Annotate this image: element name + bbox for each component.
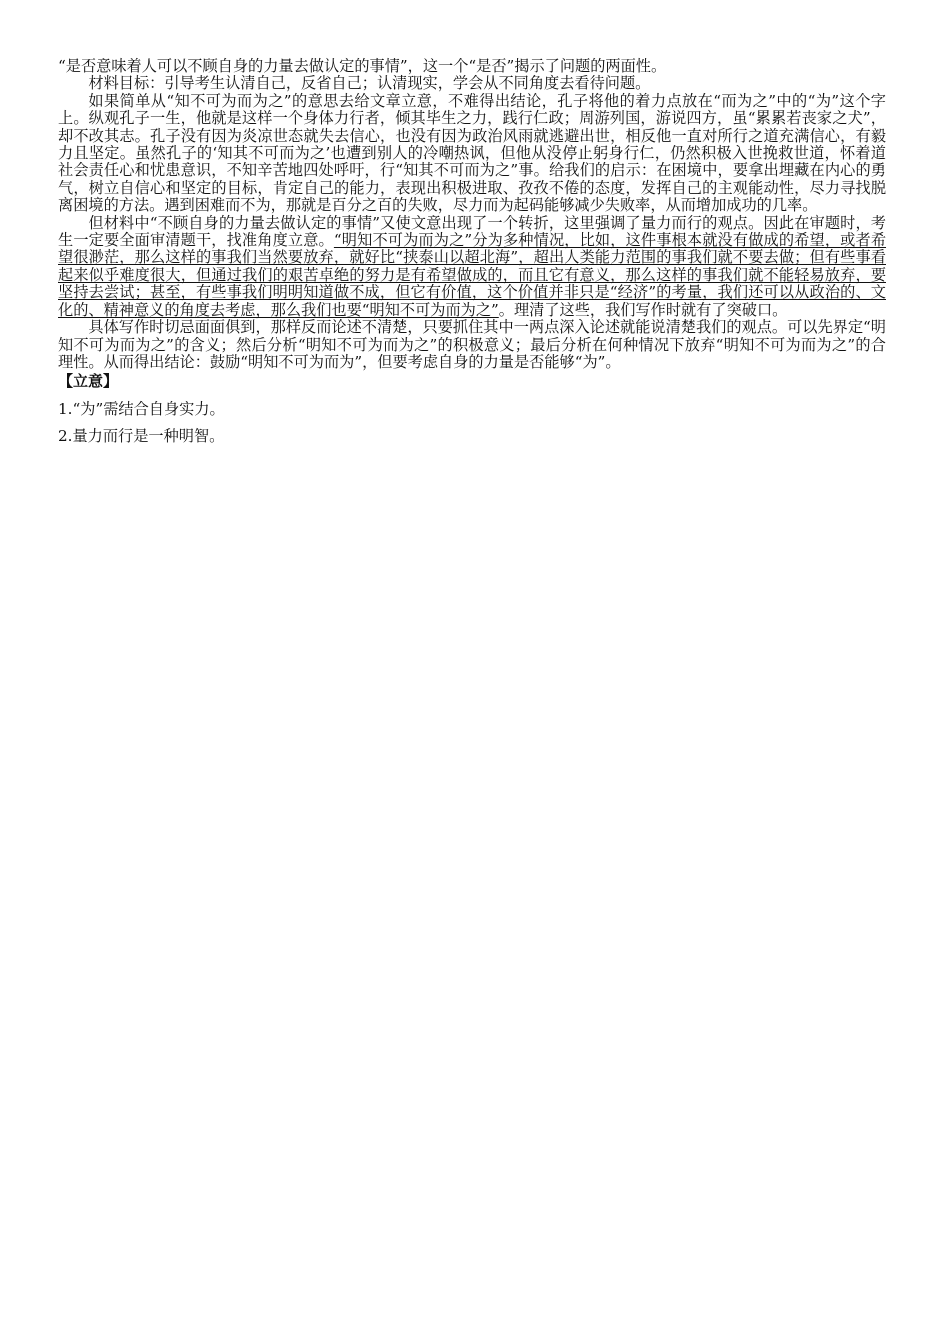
paragraph-intro-continuation: “是否意味着人可以不顾自身的力量去做认定的事情”，这一个“是否”揭示了问题的两面性。 (58, 57, 667, 75)
turning-point-text: 但材料中“不顾自身的力量去做认定的事情”又使文意出现了一个转折，这里强调了量力而行的观点。因此在审题时，考生一定要全面审清题干，找准角度立意。 (58, 213, 886, 250)
thesis-point-1: 1.“为”需结合自身实力。 (58, 400, 225, 419)
paragraph-writing-advice: 具体写作时切忌面面俱到，那样反而论述不清楚，只要抓住其中一两点深入论述就能说清楚我们的观点。可以先界定“明知不可为而为之”的含义；然后分析“明知不可为而为之”的积极意义；最后分析在何种情况下放弃“明知不可为而为之”的合理性。从而得出结论：鼓励“明知不可为而为”，但要考虑自身的力量是否能够“为”。 (58, 318, 886, 371)
underlined-key-passage: “明知不可为而为之”分为多种情况，比如，这件事根本就没有做成的希望，或者希望很渺茫，那么这样的事我们当然要放弃，就好比“挟泰山以超北海”，超出人类能力范围的事我们就不要去做；但有些事看起来似乎难度很大，但通过我们的艰苦卓绝的努力是有希望做成的，而且它有意义，那么这样的事我们就不能轻易放弃，要坚持去尝试；甚至，有些事我们明明知道做不成，但它有价值，这个价值并非只是“经济”的考量，我们还可以从政治的、文化的、精神意义的角度去考虑，那么我们也要“明知不可为而为之” (58, 231, 887, 319)
document-page (58, 58, 886, 445)
paragraph-confucius-analysis: 如果简单从“知不可为而为之”的意思去给文章立意，不难得出结论，孔子将他的着力点放在“而为之”中的“为”这个字上。纵观孔子一生，他就是这样一个身体力行者，倾其毕生之力，践行仁政；周游列国，游说四方，虽“累累若丧家之犬”，却不改其志。孔子没有因为炎凉世态就失去信心，也没有因为政治风雨就逃避出世，相反他一直对所行之道充满信心，有毅力且坚定。虽然孔子的‘知其不可而为之’也遭到别人的冷嘲热讽，但他从没停止躬身行仁，仍然积极入世挽救世道，怀着道社会责任心和忧患意识，不知辛苦地四处呼吁，行“知其不可而为之”事。给我们的启示：在困境中，要拿出埋藏在内心的勇气，树立自信心和坚定的目标，肯定自己的能力，表现出积极进取、孜孜不倦的态度，发挥自己的主观能动性，尽力寻找脱离困境的方法。遇到困难而不为，那就是百分之百的失败，尽力而为起码能够减少失败率，从而增加成功的几率。 (58, 91, 886, 215)
turning-point-conclusion: 。理清了这些，我们写作时就有了突破口。 (498, 300, 788, 319)
paragraph-material-goal: 材料目标：引导考生认清自己，反省自己；认清现实，学会从不同角度去看待问题。 (88, 74, 651, 93)
paragraph-turning-point (58, 215, 886, 319)
section-heading-thesis: 【立意】 (58, 372, 119, 391)
thesis-point-2: 2.量力而行是一种明智。 (58, 427, 225, 446)
